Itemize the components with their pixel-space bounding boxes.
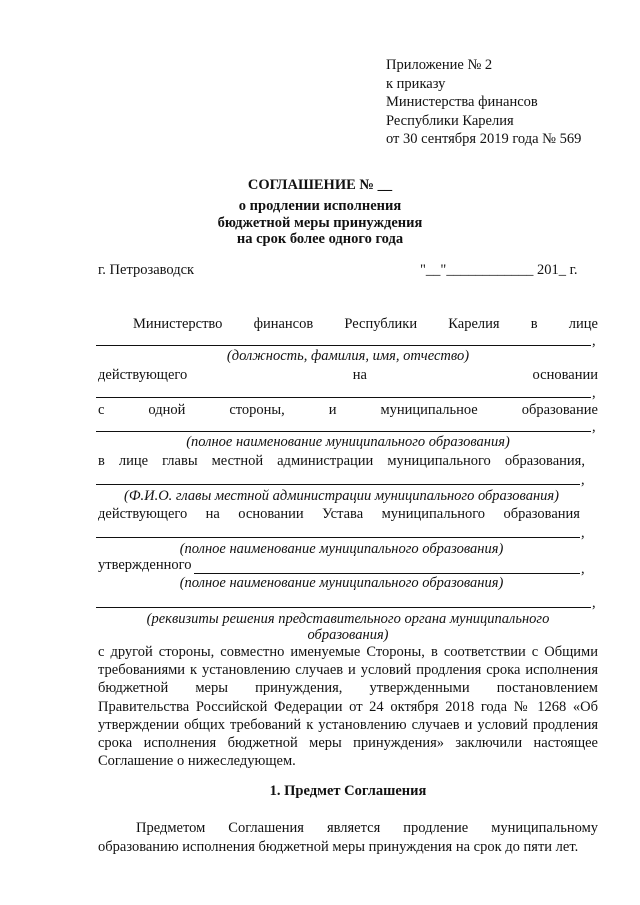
word: на (352, 367, 367, 383)
main-paragraph: с другой стороны, совместно именуемые Стороны, в соответствии с Общими требованиями к установлению случаев и условий продления срока исполнения бюджетной меры принуждения, утвержденными постановлением Правительства Российской Федерации от 24 октября 2018 года № 1268 «Об утверждении общих требований к установлению случаев и условий продления срока исполнения бюджетной меры принуждения» заключили настоящее Соглашение о нижеследующем. (98, 644, 598, 770)
document-subtitle-line: бюджетной меры принуждения (217, 215, 423, 231)
caption-municipality: (полное наименование муниципального образования) (179, 575, 504, 591)
word: в (98, 453, 105, 469)
word: основании (532, 367, 598, 383)
appendix-line: от 30 сентября 2019 года № 569 (386, 131, 582, 147)
approved-label: утвержденного (98, 557, 192, 573)
word: на (205, 506, 220, 522)
word: Республики (344, 316, 418, 332)
comma: , (592, 333, 596, 349)
fill-line (96, 537, 580, 538)
appendix-line: Республики Карелия (386, 112, 514, 129)
charter-row (98, 506, 580, 523)
person-row (98, 453, 585, 470)
caption-municipality: (полное наименование муниципального образования) (186, 434, 510, 450)
word: муниципального (381, 506, 486, 522)
word: Карелия (448, 316, 500, 332)
word: образование (521, 402, 598, 418)
word: образования, (504, 453, 585, 469)
document-title: СОГЛАШЕНИЕ № __ (247, 177, 393, 193)
word: стороны, (229, 402, 285, 418)
word: в (530, 316, 538, 332)
comma: , (592, 595, 596, 611)
side-row (98, 402, 598, 419)
caption-requisites: образования) (307, 627, 389, 643)
word: лице (118, 453, 149, 469)
word: действующего (98, 367, 188, 383)
word: одной (148, 402, 186, 418)
fill-line (96, 397, 591, 398)
section-paragraph: Предметом Соглашения является продление муниципальному образованию исполнения бюджетной меры принуждения на срок до пяти лет. (98, 820, 598, 855)
fill-line (96, 607, 591, 608)
word: с (98, 402, 105, 418)
appendix-line: Министерства финансов (386, 94, 538, 110)
fill-line (96, 484, 580, 485)
caption-municipality: (полное наименование муниципального образования) (179, 541, 504, 557)
comma: , (592, 419, 596, 435)
word: муниципального (387, 453, 491, 469)
section-title: 1. Предмет Соглашения (269, 783, 427, 799)
word: действующего (98, 506, 188, 522)
document-subtitle-line: о продлении исполнения (238, 198, 402, 214)
appendix-block (386, 56, 581, 149)
comma: , (592, 385, 596, 401)
caption-requisites: (реквизиты решения представительного органа муниципального (146, 611, 550, 627)
caption-position: (должность, фамилия, имя, отчество) (226, 348, 470, 364)
fill-line (96, 345, 591, 346)
word: финансов (253, 316, 314, 332)
document-subtitle-line: на срок более одного года (236, 231, 404, 247)
appendix-line: Приложение № 2 (386, 57, 493, 73)
city-label: г. Петрозаводск (98, 262, 195, 278)
fill-line (96, 431, 591, 432)
comma: , (581, 472, 585, 488)
ministry-row (133, 316, 598, 333)
acting-row (98, 367, 598, 384)
word: лице (568, 316, 598, 332)
fill-line (194, 573, 580, 574)
word: муниципальное (380, 402, 478, 418)
word: Министерство (133, 316, 223, 332)
word: и (328, 402, 337, 418)
comma: , (581, 561, 585, 577)
word: основании (238, 506, 304, 522)
word: местной (211, 453, 264, 469)
word: главы (162, 453, 198, 469)
comma: , (581, 525, 585, 541)
word: Устава (322, 506, 364, 522)
date-field: "__"____________ 201_ г. (420, 262, 578, 278)
caption-head: (Ф.И.О. главы местной администрации муниципального образования) (124, 488, 559, 504)
word: образования (503, 506, 580, 522)
appendix-line: к приказу (386, 75, 446, 92)
word: администрации (277, 453, 374, 469)
